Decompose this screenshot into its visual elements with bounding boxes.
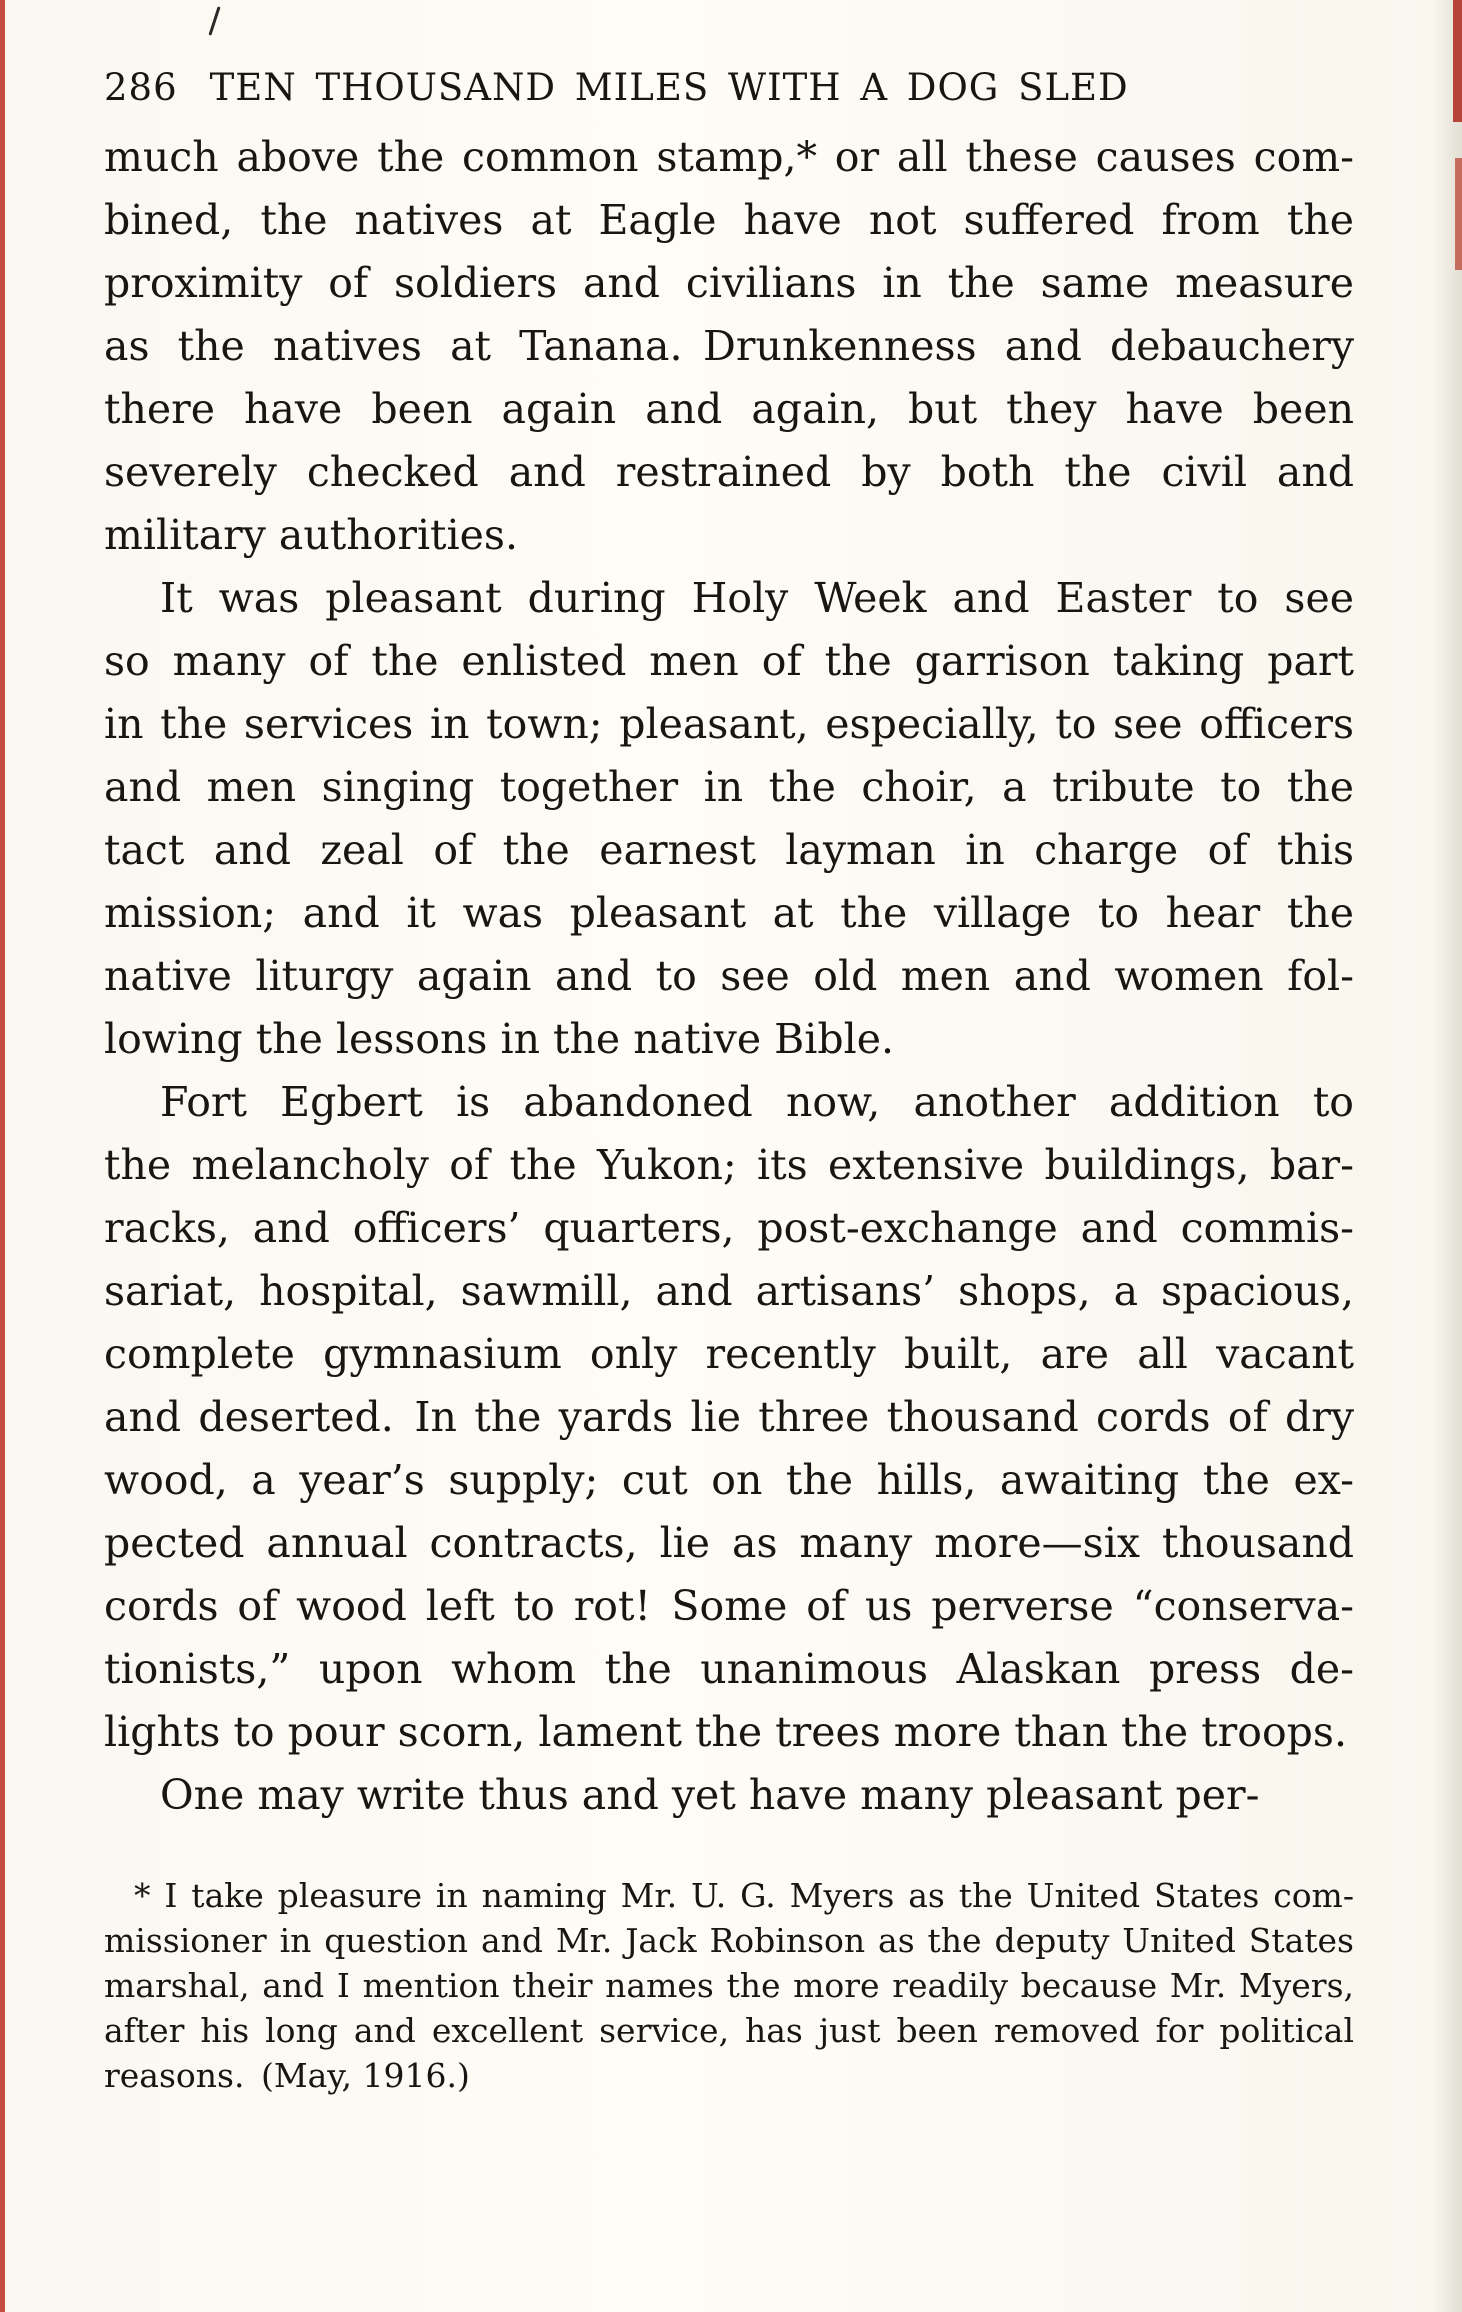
text-line: proximity of soldiers and civilians in the same measure xyxy=(104,259,1354,307)
page-edge-shadow xyxy=(1434,0,1462,2312)
text-line: mission; and it was pleasant at the village to hear the xyxy=(104,889,1354,937)
text-line: sariat, hospital, sawmill, and artisans’ shops, a spacious, xyxy=(104,1267,1354,1315)
text-line: lights to pour scorn, lament the trees more than the troops. xyxy=(104,1708,1347,1756)
text-line: the melancholy of the Yukon; its extensive buildings, bar- xyxy=(104,1141,1354,1189)
text-line: as the natives at Tanana. Drunkenness and debauchery xyxy=(104,322,1354,370)
text-line: tact and zeal of the earnest layman in charge of this xyxy=(104,826,1354,874)
text-line: severely checked and restrained by both the civil and xyxy=(104,448,1354,496)
text-line: lowing the lessons in the native Bible. xyxy=(104,1015,895,1063)
scan-pen-mark xyxy=(208,6,220,35)
text-line: racks, and officers’ quarters, post-exchange and commis- xyxy=(104,1204,1354,1252)
text-line: complete gymnasium only recently built, are all vacant xyxy=(104,1330,1354,1378)
scan-red-line-left xyxy=(0,0,5,2312)
footnote-line: marshal, and I mention their names the more readily because Mr. Myers, xyxy=(104,1966,1354,2005)
text-line: One may write thus and yet have many pleasant per- xyxy=(160,1771,1260,1819)
running-header xyxy=(104,64,1354,112)
text-line: tionists,” upon whom the unanimous Alaskan press de- xyxy=(104,1645,1354,1693)
scan-red-mark-right-top xyxy=(1453,0,1462,122)
text-line: and men singing together in the choir, a tribute to the xyxy=(104,763,1354,811)
paragraph xyxy=(104,567,1354,1071)
text-line: much above the common stamp,* or all these causes com- xyxy=(104,133,1354,181)
text-line: wood, a year’s supply; cut on the hills, awaiting the ex- xyxy=(104,1456,1354,1504)
text-line: It was pleasant during Holy Week and Easter to see xyxy=(160,574,1354,622)
footnote-line: reasons. (May, 1916.) xyxy=(104,2056,470,2095)
paragraph xyxy=(104,126,1354,567)
footnote-line: after his long and excellent service, has just been removed for political xyxy=(104,2011,1354,2050)
footnote-line: * I take pleasure in naming Mr. U. G. Myers as the United States com- xyxy=(134,1876,1354,1915)
footnote xyxy=(104,1873,1354,2098)
text-line: and deserted. In the yards lie three thousand cords of dry xyxy=(104,1393,1354,1441)
text-line: bined, the natives at Eagle have not suffered from the xyxy=(104,196,1354,244)
running-title: TEN THOUSAND MILES WITH A DOG SLED xyxy=(209,66,1129,109)
text-line: Fort Egbert is abandoned now, another addition to xyxy=(160,1078,1354,1126)
text-line: native liturgy again and to see old men and women fol- xyxy=(104,952,1354,1000)
text-line: there have been again and again, but they have been xyxy=(104,385,1354,433)
scan-red-mark-right-mid xyxy=(1455,158,1462,270)
text-line: in the services in town; pleasant, especially, to see officers xyxy=(104,700,1354,748)
paragraph xyxy=(104,1071,1354,1764)
text-line: so many of the enlisted men of the garrison taking part xyxy=(104,637,1354,685)
footnote-line: missioner in question and Mr. Jack Robinson as the deputy United States xyxy=(104,1921,1354,1960)
text-line: pected annual contracts, lie as many more—six thousand xyxy=(104,1519,1354,1567)
body-text xyxy=(104,126,1354,1827)
paragraph xyxy=(104,1764,1354,1827)
page-number: 286 xyxy=(104,66,178,109)
text-line: cords of wood left to rot! Some of us perverse “conserva- xyxy=(104,1582,1354,1630)
text-line: military authorities. xyxy=(104,511,518,559)
